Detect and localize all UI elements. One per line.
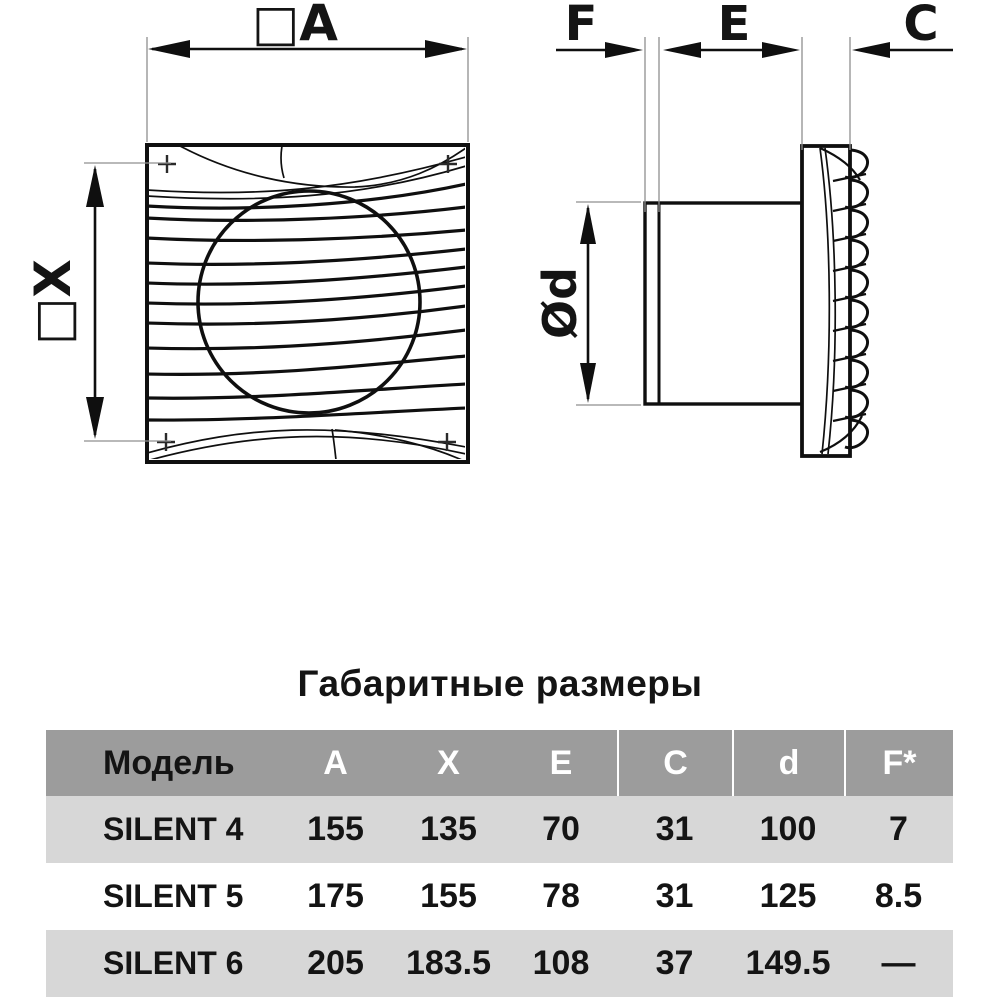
table-row-silent5	[46, 863, 953, 930]
table-row-silent6	[46, 930, 953, 997]
header-dim-a: A	[323, 743, 348, 782]
value-c: 31	[655, 877, 694, 915]
arrowhead-up-icon	[580, 204, 596, 244]
header-dim-f: F*	[844, 730, 953, 796]
arrowhead-up-icon	[86, 165, 104, 207]
model-name: SILENT 6	[103, 945, 244, 981]
value-c: 37	[655, 944, 694, 982]
dim-c-label: C	[903, 0, 939, 52]
dimensions-table	[46, 730, 953, 997]
value-a: 205	[307, 944, 364, 982]
value-e: 78	[542, 877, 580, 915]
header-dim-e: E	[549, 743, 573, 782]
value-a: 175	[307, 877, 364, 915]
header-dim-x: X	[437, 743, 460, 782]
dimension-f	[556, 0, 643, 58]
dimension-x	[24, 165, 104, 439]
dim-e-label: E	[717, 0, 751, 52]
arrowhead-left-icon	[663, 42, 701, 58]
value-c: 31	[655, 810, 694, 848]
dim-f-label: F	[564, 0, 598, 52]
value-f: 8.5	[874, 877, 923, 915]
value-e: 70	[542, 810, 580, 848]
value-d: 149.5	[745, 944, 831, 982]
value-x: 183.5	[405, 944, 492, 982]
table-header-row	[46, 730, 953, 796]
arrowhead-left-icon	[148, 40, 190, 58]
dim-d-label: Ød	[533, 266, 587, 340]
value-f: —	[881, 944, 916, 982]
arrowhead-left-icon	[852, 42, 890, 58]
header-dim-c: C	[617, 730, 732, 796]
value-x: 155	[420, 877, 477, 915]
arrowhead-down-icon	[580, 363, 596, 403]
duct-tube	[645, 203, 802, 404]
arrowhead-right-icon	[762, 42, 800, 58]
header-model: Модель	[103, 743, 235, 782]
value-d: 100	[759, 810, 817, 848]
model-name: SILENT 4	[103, 811, 244, 847]
model-name: SILENT 5	[103, 878, 244, 914]
value-d: 125	[759, 877, 817, 915]
arrowhead-right-icon	[605, 42, 643, 58]
value-x: 135	[420, 810, 477, 848]
value-f: 7	[889, 810, 908, 848]
dimension-d	[533, 204, 596, 403]
value-e: 108	[532, 944, 590, 982]
dim-a-label: □A	[252, 0, 338, 52]
dimension-a	[148, 0, 467, 58]
dimension-e	[663, 0, 800, 58]
section-title: Габаритные размеры	[297, 663, 703, 704]
front-view	[147, 145, 468, 462]
value-a: 155	[307, 810, 364, 848]
arrowhead-down-icon	[86, 397, 104, 439]
arrowhead-right-icon	[425, 40, 467, 58]
table-row-silent4	[46, 796, 953, 863]
side-view	[645, 146, 868, 456]
dim-x-label: □X	[24, 259, 82, 345]
header-dim-d: d	[732, 730, 844, 796]
dimension-c	[852, 0, 953, 58]
